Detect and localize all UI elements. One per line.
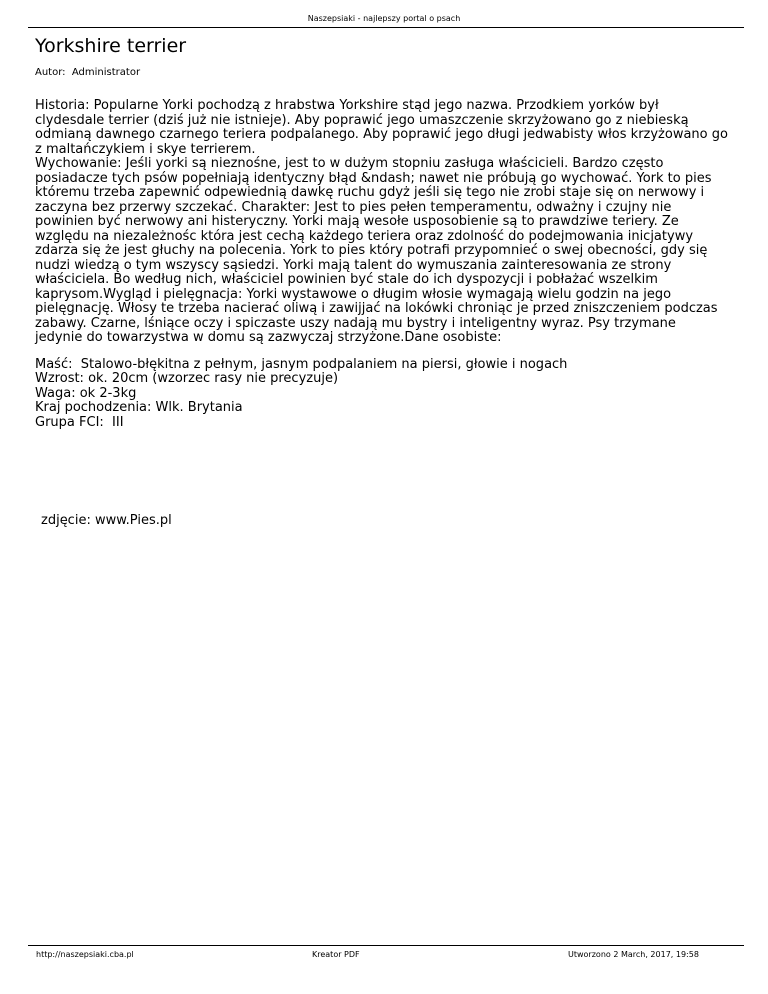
footer-created: Utworzono 2 March, 2017, 19:58 — [568, 950, 699, 959]
footer-url: http://naszepsiaki.cba.pl — [36, 950, 134, 959]
spec-coat: Maść: Stalowo-błękitna z pełnym, jasnym podpalaniem na piersi, głowie i nogach — [35, 356, 568, 372]
footer-divider — [28, 945, 744, 946]
article-body: Historia: Popularne Yorki pochodzą z hrabstwa Yorkshire stąd jego nazwa. Przodkiem yorków był clydesdale terrier (dziś już nie istnieje). Aby poprawić jego umaszczenie skrzyżowano go z niebieską odmianą dawnego czarnego teriera podpalanego. Aby poprawić jego długi jedwabisty włos krzyżowano go z maltańczykiem i skye terrierem. Wychowanie: Jeśli yorki są nieznośne, jest to w dużym stopniu zasługa właścicieli. Bardzo często posiadacze tych psów popełniają identyczny błąd &ndash; nawet nie próbują go wychować. York to pies któremu trzeba zapewnić odpewiednią dawkę ruchu gdyż jeśli się tego nie zrobi staje się on nerwowy i zaczyna bez przerwy szczekać. Charakter: Jest to pies pełen temperamentu, odważny i czujny nie powinien być nerwowy ani histeryczny. Yorki mają wesołe usposobienie są to prawdziwe teriery. Ze względu na niezależnośc która jest cechą każdego teriera oraz zdolność do podejmowania inicjatywy zdarza się że jest głuchy na polecenia. York to pies który potrafi przypomnieć o swej obecności, gdy się nudzi wiedzą o tym wszyscy sąsiedzi. Yorki mają talent do wymuszania zainteresowania ze strony właściciela. Bo według nich, właściciel powinien być stale do ich dyspozycji i pobłażać wszelkim kaprysom.Wygląd i pielęgnacja: Yorki wystawowe o długim włosie wymagają wielu godzin na jego pielęgnację. Włosy te trzeba nacierać oliwą i zawijjać na lokówki chroniąc je przed zniszczeniem podczas zabawy. Czarne, lśniące oczy i spiczaste uszy nadają mu bystry i inteligentny wyraz. Psy trzymane jedynie do towarzystwa w domu są zazwyczaj strzyżone.Dane osobiste: — [35, 98, 728, 345]
footer-generator: Kreator PDF — [312, 950, 360, 959]
author-line — [35, 67, 735, 79]
article-title: Yorkshire terrier — [35, 35, 187, 57]
photo-credit: zdjęcie: www.Pies.pl — [41, 513, 172, 528]
spec-height: Wzrost: ok. 20cm (wzorzec rasy nie precyzuje) — [35, 371, 339, 386]
breed-specs — [35, 358, 735, 431]
page-header: Naszepsiaki - najlepszy portal o psach — [307, 14, 461, 23]
author-name: Administrator — [71, 67, 141, 78]
header-divider — [28, 27, 744, 28]
spec-fci-group: Grupa FCI: III — [35, 414, 124, 430]
author-label: Autor: — [35, 67, 66, 78]
spec-origin: Kraj pochodzenia: Wlk. Brytania — [35, 400, 243, 415]
article — [35, 34, 735, 430]
spec-weight: Waga: ok 2-3kg — [35, 385, 137, 401]
